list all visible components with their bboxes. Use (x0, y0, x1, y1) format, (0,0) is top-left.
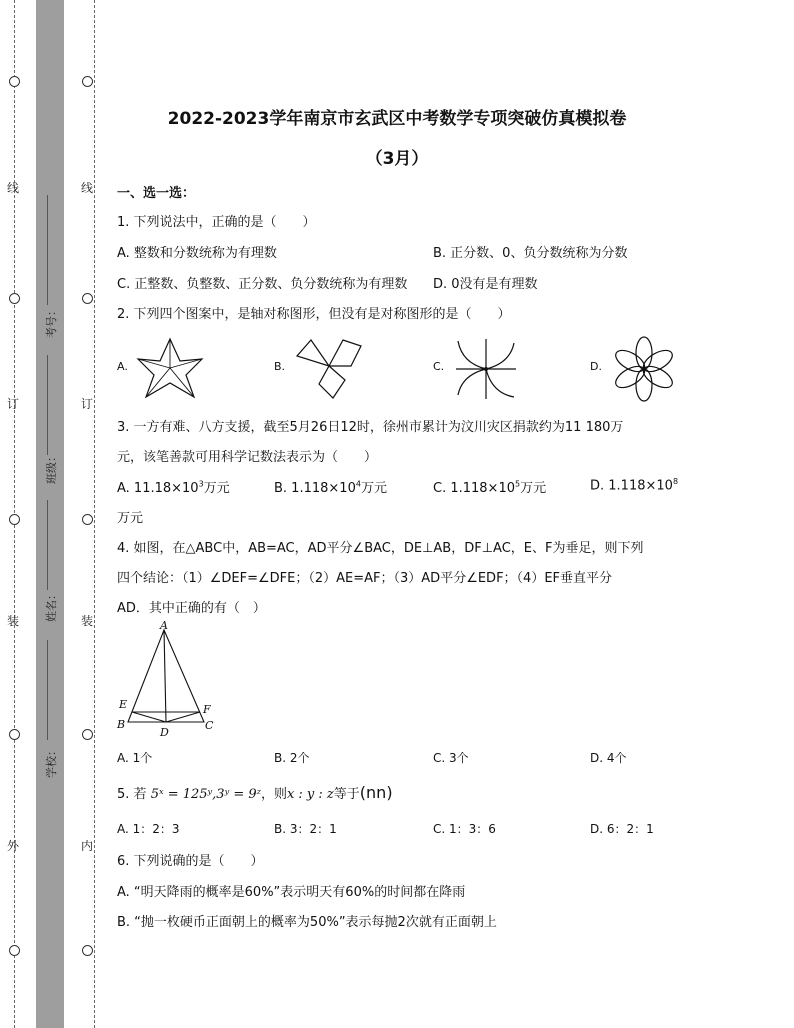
q3-option-a (117, 477, 230, 496)
binding-hole (9, 514, 20, 525)
q3-option-d-base: D. 1.118×10 (590, 478, 673, 494)
margin-char-xian: 线 (7, 181, 20, 195)
q5-stem (117, 783, 393, 802)
flower-figure (610, 336, 678, 402)
q3-option-a-exp: 3 (198, 479, 204, 489)
binding-hole (82, 76, 93, 87)
q6-option-a: A. “明天降雨的概率是60%”表示明天有60%的时间都在降雨 (117, 885, 466, 900)
q4-option-c: C. 3个 (433, 751, 469, 765)
q6-option-b: B. “抛一枚硬币正面朝上的概率为50%”表示每抛2次就有正面朝上 (117, 915, 497, 930)
margin-char-ding-inner: 订 (81, 397, 94, 411)
q2-label-a: A. (117, 360, 128, 373)
class-underline (47, 355, 48, 455)
q3-option-c-base: C. 1.118×10 (433, 481, 515, 496)
squares-pattern-figure (293, 334, 365, 402)
q3-stem-line2: 元，该笔善款可用科学记数法表示为（ ） (117, 450, 378, 465)
figure-label-c: C (205, 719, 214, 732)
margin-char-wai: 外 (7, 839, 20, 853)
figure-label-e: E (119, 698, 128, 711)
binding-hole (9, 729, 20, 740)
binding-hole (82, 293, 93, 304)
figure-label-a: A (160, 619, 168, 632)
q5-stem-math: 5ˣ = 125ʸ,3ʸ = 9ᶻ (150, 787, 261, 802)
q1-option-c: C. 正整数、负整数、正分数、负分数统称为有理数 (117, 277, 408, 292)
q3-option-b-base: B. 1.118×10 (274, 481, 356, 496)
binding-hole (82, 514, 93, 525)
margin-char-zhuang: 装 (7, 614, 20, 628)
star-pattern-figure (134, 335, 206, 401)
q3-option-d-unit: 万元 (117, 511, 144, 526)
q3-option-d-exp: 8 (672, 477, 679, 486)
exam-number-label: 考号： (45, 305, 58, 338)
q3-option-a-base: A. 11.18×10 (117, 481, 199, 496)
binding-hole (9, 76, 20, 87)
q1-option-a: A. 整数和分数统称为有理数 (117, 246, 277, 261)
binding-hole (9, 293, 20, 304)
school-label: 学校： (45, 745, 58, 778)
q1-stem: 1. 下列说法中，正确的是（ ） (117, 215, 316, 230)
q2-label-d: D. (590, 360, 602, 373)
margin-char-xian-inner: 线 (81, 181, 94, 195)
q4-stem-line2: 四个结论：（1）∠DEF=∠DFE；（2）AE=AF；（3）AD平分∠EDF；（4）EF垂直平分 (117, 571, 613, 586)
q4-stem-line1: 4. 如图，在△ABC中，AB=AC，AD平分∠BAC，DE⊥AB，DF⊥AC，E、F为垂足，则下列 (117, 541, 644, 556)
pinwheel-figure (452, 335, 520, 403)
q2-label-b: B. (274, 360, 286, 373)
q2-stem: 2. 下列四个图案中，是轴对称图形，但没有是对称图形的是（ ） (117, 307, 511, 322)
school-underline (47, 640, 48, 740)
exam-subtitle: （3月） (365, 149, 429, 169)
q4-option-b: B. 2个 (274, 751, 310, 765)
class-label: 班级： (45, 451, 58, 484)
q4-stem-line3: AD．其中正确的有（ ） (117, 601, 266, 616)
q3-option-b (274, 477, 387, 496)
q3-stem-line1: 3. 一方有难、八方支援，截至5月26日12时，徐州市累计为汶川灾区捐款约为11 180万 (117, 420, 624, 435)
section-heading: 一、选一选： (117, 186, 196, 201)
name-label: 姓名： (45, 589, 58, 622)
margin-char-zhuang-inner: 装 (81, 614, 94, 628)
q3-option-c (433, 477, 546, 496)
figure-label-f: F (203, 703, 211, 716)
figure-label-d: D (160, 726, 169, 739)
q5-option-c: C. 1：3：6 (433, 822, 496, 836)
figure-label-b: B (117, 718, 126, 731)
q4-option-d: D. 4个 (590, 751, 627, 765)
binding-hole (82, 729, 93, 740)
q2-label-c: C. (433, 360, 445, 373)
exam-number-underline (47, 195, 48, 305)
q4-option-a: A. 1个 (117, 751, 153, 765)
q3-option-a-unit: 万元 (203, 481, 230, 496)
margin-char-nei: 内 (81, 839, 94, 853)
q5-stem-suffix: 等于 (333, 787, 360, 802)
q5-stem-paren: (nn) (359, 783, 393, 802)
margin-char-ding: 订 (7, 397, 20, 411)
q5-stem-mid: ，则 (260, 787, 287, 802)
q1-option-b: B. 正分数、0、负分数统称为分数 (433, 246, 628, 261)
exam-title: 2022-2023学年南京市玄武区中考数学专项突破仿真模拟卷 (167, 109, 627, 129)
q1-option-d: D. 0没有是有理数 (433, 277, 538, 292)
q3-option-b-unit: 万元 (360, 481, 387, 496)
q3-option-b-exp: 4 (355, 479, 361, 489)
q3-option-c-exp: 5 (515, 479, 521, 489)
q5-option-a: A. 1：2：3 (117, 822, 180, 836)
q3-option-c-unit: 万元 (520, 481, 547, 496)
q5-option-d: D. 6：2：1 (590, 822, 654, 836)
q5-stem-ratio: x : y : z (286, 787, 334, 802)
binding-hole (82, 945, 93, 956)
q6-stem: 6. 下列说确的是（ ） (117, 854, 264, 869)
name-underline (47, 500, 48, 590)
q3-option-d (590, 477, 678, 493)
q5-option-b: B. 3：2：1 (274, 822, 337, 836)
binding-hole (9, 945, 20, 956)
q5-stem-prefix: 5. 若 (117, 787, 147, 802)
